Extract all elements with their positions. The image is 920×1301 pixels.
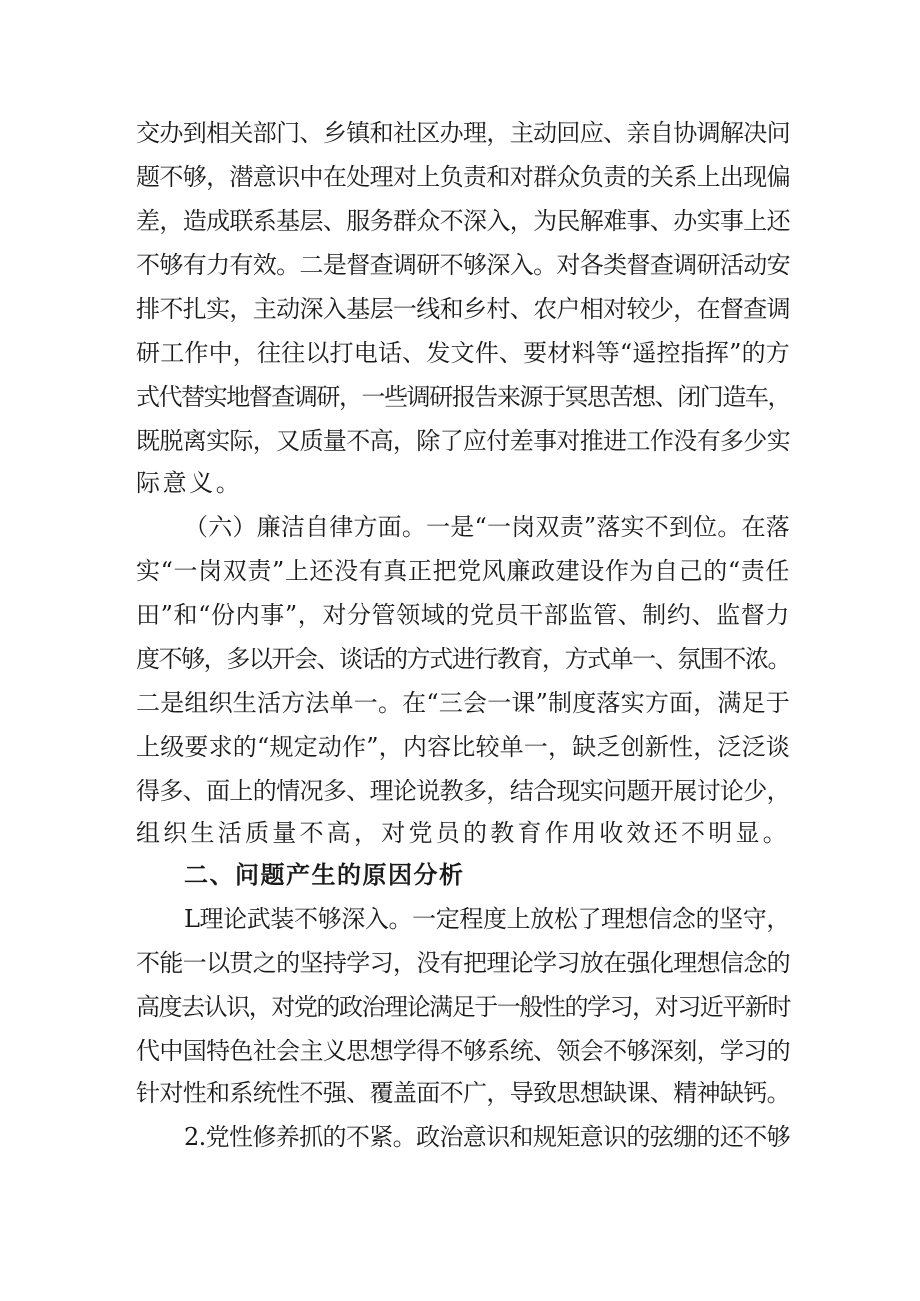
body-text-line: 高度去认识，对党的政治理论满足于一般性的学习，对习近平新时: [136, 993, 790, 1021]
body-text-line: 研工作中，往往以打电话、发文件、要材料等“遥控指挥”的方: [136, 339, 790, 367]
body-text-line: 不能一以贯之的坚持学习，没有把理论学习放在强化理想信念的: [136, 949, 790, 977]
body-text-line: 上级要求的“规定动作”，内容比较单一，缺乏创新性，泛泛谈: [136, 733, 790, 761]
body-text-line: 交办到相关部门、乡镇和社区办理，主动回应、亲自协调解决问: [136, 119, 790, 147]
body-text-line: 针对性和系统性不强、覆盖面不广，导致思想缺课、精神缺钙。: [136, 1079, 790, 1107]
paragraph-first-line: L理论武装不够深入。一定程度上放松了理想信念的坚守，: [184, 905, 790, 933]
body-text-line: 田”和“份内事”，对分管领域的党员干部监管、制约、监督力: [136, 601, 790, 629]
body-text-line: 代中国特色社会主义思想学得不够系统、领会不够深刻，学习的: [136, 1037, 790, 1065]
body-text-line: 排不扎实，主动深入基层一线和乡村、农户相对较少，在督查调: [136, 295, 790, 323]
body-text-line: 得多、面上的情况多、理论说教多，结合现实问题开展讨论少，: [136, 777, 790, 805]
body-text-line: 二是组织生活方法单一。在“三会一课”制度落实方面，满足于: [136, 689, 790, 717]
body-text-line: 既脱离实际，又质量不高，除了应付差事对推进工作没有多少实: [136, 427, 790, 455]
body-text-line: 不够有力有效。二是督查调研不够深入。对各类督查调研活动安: [136, 251, 790, 279]
paragraph-first-line: 2.党性修养抓的不紧。政治意识和规矩意识的弦绷的还不够: [184, 1123, 790, 1151]
section-heading: 二、问题产生的原因分析: [184, 861, 465, 889]
paragraph-first-line: （六）廉洁自律方面。一是“一岗双责”落实不到位。在落: [184, 513, 790, 541]
body-text-line: 际意义。: [136, 469, 243, 497]
body-text-line: 式代替实地督查调研，一些调研报告来源于冥思苦想、闭门造车，: [136, 383, 790, 411]
body-text-line: 度不够，多以开会、谈话的方式进行教育，方式单一、氛围不浓。: [136, 645, 790, 673]
body-text-line: 实“一岗双责”上还没有真正把党风廉政建设作为自己的“责任: [136, 557, 790, 585]
body-text-line: 题不够，潜意识中在处理对上负责和对群众负责的关系上出现偏: [136, 163, 790, 191]
body-text-line: 组织生活质量不高，对党员的教育作用收效还不明显。: [136, 819, 790, 847]
body-text-line: 差，造成联系基层、服务群众不深入，为民解难事、办实事上还: [136, 207, 790, 235]
